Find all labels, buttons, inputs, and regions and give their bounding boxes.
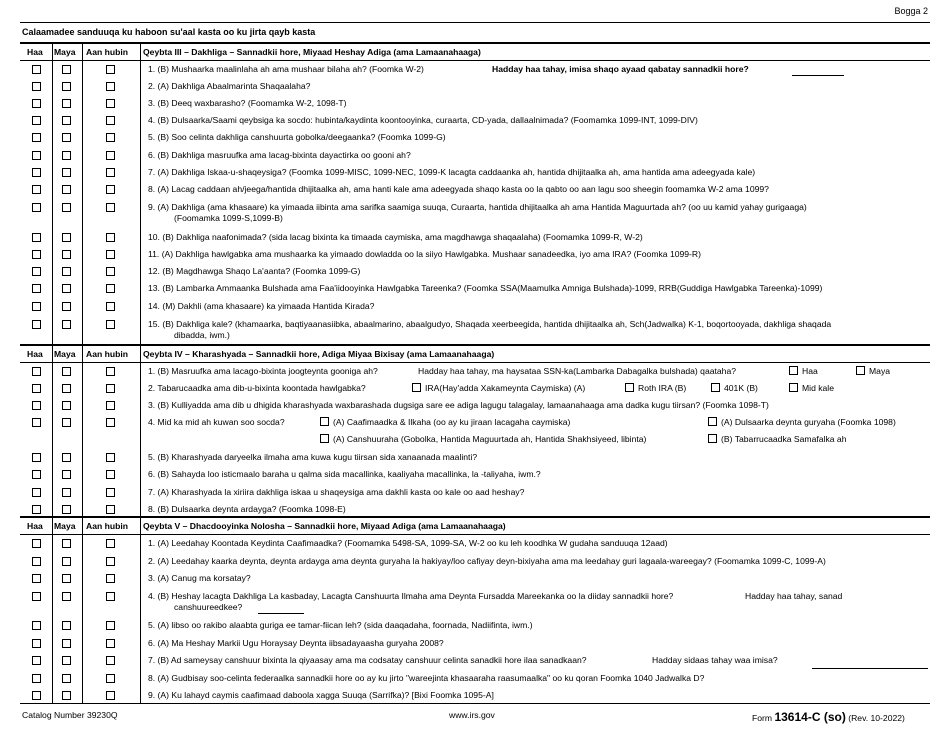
s4-q4: 4. Mid ka mid ah kuwan soo socda? (A) Caafimaadka & Ilkaha (oo ay ku jiraan lacagaha caymiska) (A) Dulsaarka deynta guryaha (Foomka 1098) xyxy=(148,417,896,427)
answer-unsure-checkbox[interactable] xyxy=(106,505,115,514)
answer-yes-checkbox[interactable] xyxy=(32,656,41,665)
answer-yes-checkbox[interactable] xyxy=(32,185,41,194)
s5-q4-cont: canshuureedkee? xyxy=(174,602,243,612)
answer-no-checkbox[interactable] xyxy=(62,133,71,142)
col-unsure-label: Aan hubin xyxy=(86,521,129,531)
answer-yes-checkbox[interactable] xyxy=(32,133,41,142)
answer-unsure-checkbox[interactable] xyxy=(106,116,115,125)
answer-yes-checkbox[interactable] xyxy=(32,539,41,548)
s4-q4-charity-checkbox[interactable] xyxy=(708,434,717,443)
answer-no-checkbox[interactable] xyxy=(62,418,71,427)
answer-yes-checkbox[interactable] xyxy=(32,557,41,566)
answer-yes-checkbox[interactable] xyxy=(32,233,41,242)
s4-q1-no-checkbox[interactable] xyxy=(856,366,865,375)
s4-q2-roth-checkbox[interactable] xyxy=(625,383,634,392)
answer-yes-checkbox[interactable] xyxy=(32,691,41,700)
answer-no-checkbox[interactable] xyxy=(62,639,71,648)
answer-unsure-checkbox[interactable] xyxy=(106,233,115,242)
answer-yes-checkbox[interactable] xyxy=(32,505,41,514)
answer-no-checkbox[interactable] xyxy=(62,233,71,242)
answer-no-checkbox[interactable] xyxy=(62,557,71,566)
answer-yes-checkbox[interactable] xyxy=(32,367,41,376)
answer-unsure-checkbox[interactable] xyxy=(106,470,115,479)
answer-no-checkbox[interactable] xyxy=(62,674,71,683)
col-yes-label: Haa xyxy=(27,521,43,531)
answer-unsure-checkbox[interactable] xyxy=(106,418,115,427)
divider xyxy=(20,703,930,704)
col-no-label: Maya xyxy=(54,521,76,531)
answer-no-checkbox[interactable] xyxy=(62,401,71,410)
answer-unsure-checkbox[interactable] xyxy=(106,250,115,259)
answer-unsure-checkbox[interactable] xyxy=(106,284,115,293)
page-number: Bogga 2 xyxy=(894,6,928,16)
answer-yes-checkbox[interactable] xyxy=(32,621,41,630)
section-3-header xyxy=(20,42,930,61)
s3-q15-cont: dibadda, iwm.) xyxy=(174,330,230,340)
answer-unsure-checkbox[interactable] xyxy=(106,639,115,648)
answer-unsure-checkbox[interactable] xyxy=(106,203,115,212)
s4-q1-yes-checkbox[interactable] xyxy=(789,366,798,375)
answer-no-checkbox[interactable] xyxy=(62,267,71,276)
section-4-title: Qeybta IV – Kharashyada – Sannadkii hore, Adiga Miyaa Bixisay (ama Lamaanahaaga) xyxy=(143,349,495,359)
answer-yes-checkbox[interactable] xyxy=(32,674,41,683)
col-unsure-label: Aan hubin xyxy=(86,349,129,359)
answer-unsure-checkbox[interactable] xyxy=(106,267,115,276)
s3-q6: 6. (B) Dakhliga masruufka ama lacag-bixinta dayactirka oo gooni ah? xyxy=(148,150,411,160)
answer-yes-checkbox[interactable] xyxy=(32,384,41,393)
s5-q5: 5. (A) libso oo rakibo alaabta guriga ee tamar-fiican leh? (sida daaqadaha, foornada, Nadiifinta, iwm.) xyxy=(148,620,533,630)
s4-q8: 8. (B) Dulsaarka deynta ardayga? (Foomka 1098-E) xyxy=(148,504,346,514)
answer-yes-checkbox[interactable] xyxy=(32,116,41,125)
s3-q10: 10. (B) Dakhliga naafonimada? (sida lacag bixinta ka timaada caymiska, ama magdhawga shaqaalaha) (Foomamka 1099-R, W-2) xyxy=(148,232,643,242)
s4-q4-medical-checkbox[interactable] xyxy=(320,417,329,426)
section-3-title: Qeybta III – Dakhliga – Sannadkii hore, Miyaad Heshay Adiga (ama Lamaanahaaga) xyxy=(143,47,481,57)
s3-q14: 14. (M) Dakhli (ama khasaare) ka yimaada Hantida Kirada? xyxy=(148,301,375,311)
column-divider xyxy=(52,42,53,703)
form-id: Form 13614-C (so) (Rev. 10-2022) xyxy=(752,710,905,724)
s3-q8: 8. (A) Lacag caddaan ah/jeega/hantida dhijitaalka ah, ama hanti kale ama adeegyada shaqo kasta oo la qabto oo aan lagu soo sheegin foomamka W-2 ama 1099? xyxy=(148,184,769,194)
s3-q7: 7. (A) Dakhliga Iskaa-u-shaqeysiga? (Foomka 1099-MISC, 1099-NEC, 1099-K lacagta caddaanka ah, hantida dhijitaalka ah, ama hantida ama adeegyada kale) xyxy=(148,167,756,177)
s5-q7-amount-field[interactable] xyxy=(812,668,928,669)
answer-yes-checkbox[interactable] xyxy=(32,418,41,427)
s3-q5: 5. (B) Soo celinta dakhliga canshuurta gobolka/deegaanka? (Foomka 1099-G) xyxy=(148,132,446,142)
answer-no-checkbox[interactable] xyxy=(62,168,71,177)
answer-yes-checkbox[interactable] xyxy=(32,320,41,329)
answer-no-checkbox[interactable] xyxy=(62,656,71,665)
answer-no-checkbox[interactable] xyxy=(62,367,71,376)
answer-unsure-checkbox[interactable] xyxy=(106,168,115,177)
section-5-title: Qeybta V – Dhacdooyinka Nolosha – Sannadkii hore, Miyaad Adiga (ama Lamaanahaaga) xyxy=(143,521,506,531)
col-yes-label: Haa xyxy=(27,47,43,57)
answer-yes-checkbox[interactable] xyxy=(32,401,41,410)
s4-q2-ira-checkbox[interactable] xyxy=(412,383,421,392)
col-unsure-label: Aan hubin xyxy=(86,47,129,57)
answer-unsure-checkbox[interactable] xyxy=(106,65,115,74)
catalog-number: Catalog Number 39230Q xyxy=(22,710,118,720)
answer-yes-checkbox[interactable] xyxy=(32,574,41,583)
answer-no-checkbox[interactable] xyxy=(62,488,71,497)
s5-q2: 2. (A) Leedahay kaarka deynta, deynta ardayga ama deynta guryaha la hakiyay/loo cafiyay deyn-bixiyaha ama ma leedahay guri lagaala-wareegay? (Foomamka 1099-C, 1099-A) xyxy=(148,556,826,566)
answer-unsure-checkbox[interactable] xyxy=(106,674,115,683)
s4-q6: 6. (B) Sahayda loo isticmaalo baraha u qalma sida macallinka, kaaliyaha macallinka, la -taliyaha, iwm.? xyxy=(148,469,541,479)
s3-q13: 13. (B) Lambarka Ammaanka Bulshada ama Faa'iidooyinka Hawlgabka Tareenka? (Foomka SSA(Maamulka Amniga Bulshada)-1099, RRB(Guddiga Hawlgabka Tareenka)-1099) xyxy=(148,283,823,293)
answer-yes-checkbox[interactable] xyxy=(32,302,41,311)
answer-no-checkbox[interactable] xyxy=(62,116,71,125)
s3-q12: 12. (B) Magdhawga Shaqo La'aanta? (Foomka 1099-G) xyxy=(148,266,361,276)
s5-q3: 3. (A) Canug ma korsatay? xyxy=(148,573,251,583)
answer-unsure-checkbox[interactable] xyxy=(106,488,115,497)
s3-q1: 1. (B) Mushaarka maalinlaha ah ama mushaar bilaha ah? (Foomka W-2) Hadday haa tahay, imisa shaqo ayaad qabatay sannadkii hore? xyxy=(148,64,749,74)
answer-no-checkbox[interactable] xyxy=(62,505,71,514)
answer-no-checkbox[interactable] xyxy=(62,302,71,311)
s5-q7: 7. (B) Ad sameysay canshuur bixinta la qiyaasay ama ma codsatay canshuur celinta sanadkii hore ilaa sanadkaan? Hadday sidaas tahay waa imisa? xyxy=(148,655,778,665)
answer-no-checkbox[interactable] xyxy=(62,592,71,601)
section-4-header xyxy=(20,344,930,363)
answer-yes-checkbox[interactable] xyxy=(32,592,41,601)
s3-q4: 4. (B) Dulsaarka/Saami qeybsiga ka socdo: hubinta/kaydinta koontooyinka, curaarta, CD-yada, dallaalnimada? (Foomamka 1099-INT, 1099-DIV) xyxy=(148,115,698,125)
answer-no-checkbox[interactable] xyxy=(62,539,71,548)
col-no-label: Maya xyxy=(54,349,76,359)
answer-yes-checkbox[interactable] xyxy=(32,168,41,177)
answer-unsure-checkbox[interactable] xyxy=(106,320,115,329)
answer-yes-checkbox[interactable] xyxy=(32,203,41,212)
answer-unsure-checkbox[interactable] xyxy=(106,656,115,665)
answer-no-checkbox[interactable] xyxy=(62,691,71,700)
s4-q4-taxes-checkbox[interactable] xyxy=(320,434,329,443)
s4-q1: 1. (B) Masruufka ama lacago-bixinta joogteynta gooniga ah? Hadday haa tahay, ma haysataa SSN-ka(Lambarka Dabagalka bulshada) qaataha? Haa Maya xyxy=(148,366,891,376)
answer-yes-checkbox[interactable] xyxy=(32,250,41,259)
answer-unsure-checkbox[interactable] xyxy=(106,539,115,548)
answer-yes-checkbox[interactable] xyxy=(32,65,41,74)
s5-q4-year-field[interactable] xyxy=(258,613,304,614)
divider xyxy=(20,22,930,23)
answer-yes-checkbox[interactable] xyxy=(32,99,41,108)
answer-unsure-checkbox[interactable] xyxy=(106,384,115,393)
s4-q2-other-checkbox[interactable] xyxy=(789,383,798,392)
answer-no-checkbox[interactable] xyxy=(62,284,71,293)
answer-yes-checkbox[interactable] xyxy=(32,151,41,160)
s3-q15: 15. (B) Dakhliga kale? (khamaarka, baqtiyaanasiibka, abaalmarino, abaalgudyo, Shaqada xeerbeegida, hantida dhijitaalka ah, Sch(Jadwalka) K-1, boqortooyada, dakhliga shaqada xyxy=(148,319,832,329)
answer-unsure-checkbox[interactable] xyxy=(106,401,115,410)
s4-q4-mortgage-checkbox[interactable] xyxy=(708,417,717,426)
answer-unsure-checkbox[interactable] xyxy=(106,367,115,376)
s4-q5: 5. (B) Kharashyada daryeelka ilmaha ama kuwa kugu tiirsan sida xanaanada maalinti? xyxy=(148,452,478,462)
answer-unsure-checkbox[interactable] xyxy=(106,82,115,91)
s4-q3: 3. (B) Kulliyadda ama dib u dhigida kharashyada waxbarashada dugsiga sare ee adiga lagugu talagalay, lamaanahaaga ama dadka kugu tiirsan? (Foomka 1098-T) xyxy=(148,400,769,410)
answer-no-checkbox[interactable] xyxy=(62,320,71,329)
answer-unsure-checkbox[interactable] xyxy=(106,592,115,601)
s3-q9-cont: (Foomamka 1099-S,1099-B) xyxy=(174,213,283,223)
s3-q11: 11. (A) Dakhliga hawlgabka ama mushaarka ka yimaado dowladda oo la siiyo Hawlgabka. Mushaar sanadeedka, iyo ama IRA? (Foomka 1099-R) xyxy=(148,249,701,259)
answer-unsure-checkbox[interactable] xyxy=(106,151,115,160)
website: www.irs.gov xyxy=(449,710,495,720)
s3-q3: 3. (B) Deeq waxbarasho? (Foomamka W-2, 1098-T) xyxy=(148,98,347,108)
answer-yes-checkbox[interactable] xyxy=(32,453,41,462)
answer-yes-checkbox[interactable] xyxy=(32,284,41,293)
answer-unsure-checkbox[interactable] xyxy=(106,557,115,566)
s4-q2-401k-checkbox[interactable] xyxy=(711,383,720,392)
s5-q4: 4. (B) Heshay lacagta Dakhliga La kasbaday, Lacagta Canshuurta Ilmaha ama Deynta Fursadda Mareekanka oo la diiday sannadkii hore? Hadday haa tahay, sanad xyxy=(148,591,843,601)
s5-q9: 9. (A) Ku lahayd caymis caafimaad daboola xagga Suuqa (Sarrifka)? [Bixi Foomka 1095-A] xyxy=(148,690,494,700)
section-5-header xyxy=(20,516,930,535)
col-yes-label: Haa xyxy=(27,349,43,359)
answer-no-checkbox[interactable] xyxy=(62,185,71,194)
s4-q7: 7. (A) Kharashyada la xiriira dakhliga iskaa u shaqeysiga ama dakhli kasta oo kale oo aad heshay? xyxy=(148,487,525,497)
answer-no-checkbox[interactable] xyxy=(62,621,71,630)
answer-no-checkbox[interactable] xyxy=(62,82,71,91)
answer-no-checkbox[interactable] xyxy=(62,99,71,108)
answer-unsure-checkbox[interactable] xyxy=(106,621,115,630)
answer-unsure-checkbox[interactable] xyxy=(106,453,115,462)
answer-unsure-checkbox[interactable] xyxy=(106,185,115,194)
column-divider xyxy=(82,42,83,703)
answer-no-checkbox[interactable] xyxy=(62,453,71,462)
s5-q8: 8. (A) Gudbisay soo-celinta federaalka sannadkii hore oo ay ku jirto "wareejinta khasaaraha raasumaalka" oo ku qoran Foomka 1040 Jadwalka D? xyxy=(148,673,705,683)
answer-yes-checkbox[interactable] xyxy=(32,267,41,276)
s5-q1: 1. (A) Leedahay Koontada Keydinta Caafimaadka? (Foomamka 5498-SA, 1099-SA, W-2 oo ku leh koodhka W gudaha sanduuqa 12aad) xyxy=(148,538,668,548)
answer-no-checkbox[interactable] xyxy=(62,384,71,393)
answer-no-checkbox[interactable] xyxy=(62,203,71,212)
answer-yes-checkbox[interactable] xyxy=(32,639,41,648)
s3-q9: 9. (A) Dakhliga (ama khasaare) ka yimaada iibinta ama sarifka saamiga suuqa, Curaarta, hantida dhijitaalka ah ama Hantida Maguurtada ah? (oo uu kamid yahay gurigaaga) xyxy=(148,202,807,212)
s5-q6: 6. (A) Ma Heshay Markii Ugu Horaysay Deynta iibsadayaasha guryaha 2008? xyxy=(148,638,444,648)
s3-q1-jobs-field[interactable] xyxy=(792,75,844,76)
answer-no-checkbox[interactable] xyxy=(62,250,71,259)
answer-unsure-checkbox[interactable] xyxy=(106,99,115,108)
answer-yes-checkbox[interactable] xyxy=(32,82,41,91)
answer-yes-checkbox[interactable] xyxy=(32,470,41,479)
answer-no-checkbox[interactable] xyxy=(62,470,71,479)
answer-no-checkbox[interactable] xyxy=(62,65,71,74)
answer-yes-checkbox[interactable] xyxy=(32,488,41,497)
answer-unsure-checkbox[interactable] xyxy=(106,691,115,700)
column-divider xyxy=(140,42,141,703)
s3-q2: 2. (A) Dakhliga Abaalmarinta Shaqaalaha? xyxy=(148,81,311,91)
answer-no-checkbox[interactable] xyxy=(62,574,71,583)
answer-unsure-checkbox[interactable] xyxy=(106,574,115,583)
instructions: Calaamadee sanduuqa ku haboon su'aal kasta oo ku jirta qayb kasta xyxy=(22,27,316,37)
answer-unsure-checkbox[interactable] xyxy=(106,133,115,142)
answer-unsure-checkbox[interactable] xyxy=(106,302,115,311)
s4-q2: 2. Tabarucaadka ama dib-u-bixinta koontada hawlgabka? IRA(Hay'adda Xakameynta Caymiska) (A) Roth IRA (B) 401K (B) Mid kale xyxy=(148,383,834,393)
answer-no-checkbox[interactable] xyxy=(62,151,71,160)
col-no-label: Maya xyxy=(54,47,76,57)
